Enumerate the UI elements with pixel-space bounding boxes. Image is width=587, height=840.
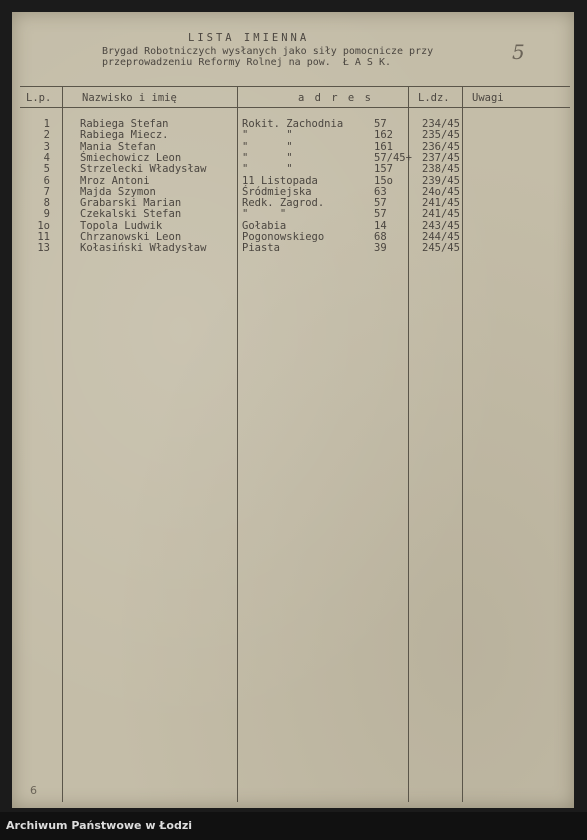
row-lp: 2 [43,129,50,142]
column-divider-ldz [462,86,463,802]
row-lp: 5 [43,163,50,176]
row-ldz: 238/45 [422,163,460,176]
row-name: Śmiechowicz Leon [80,151,182,164]
row-street: Redk. Zagrod. [242,197,325,210]
row-house-number: 57 [374,118,387,130]
row-name: Czekalski Stefan [80,208,182,221]
row-name: Strzelecki Władysław [80,163,207,176]
row-house-number: 162 [374,129,393,142]
table-header-rule [20,107,570,108]
table-top-rule [20,86,570,87]
document-subtitle-line-2: przeprowadzeniu Reformy Rolnej na pow. Ł A S K. [102,57,391,68]
row-name: Chrzanowski Leon [80,231,182,243]
header-remarks: Uwagi [472,92,504,104]
header-name: Nazwisko i imię [82,92,177,104]
row-lp: 1o [37,219,50,232]
row-lp: 4 [43,151,50,164]
row-street: " " [242,163,293,176]
row-lp: 6 [43,174,50,187]
row-ldz: 24o/45 [422,185,460,198]
row-ldz: 243/45 [422,219,460,232]
row-house-number: 157 [374,163,393,176]
row-street: " " [242,151,293,164]
document-page [12,12,574,808]
row-house-number: 15o [374,174,393,187]
row-street: " " [242,140,293,153]
row-ldz: 239/45 [422,174,460,187]
header-ldz: L.dz. [418,92,450,104]
header-address: a d r e s [298,92,373,104]
row-name: Grabarski Marian [80,197,182,210]
row-ldz: 237/45 [422,151,460,164]
row-ldz: 245/45 [422,242,460,255]
row-house-number: 39 [374,242,387,255]
document-subtitle-line-1: Brygad Robotniczych wysłanych jako siły pomocnicze przy [102,46,434,57]
row-name: Majda Szymon [80,185,156,198]
row-name: Mania Stefan [80,140,156,153]
row-house-number: 57/45+ [374,151,412,164]
row-ldz: 235/45 [422,129,460,142]
row-lp: 8 [43,197,50,210]
row-name: Rabiega Stefan [80,118,169,130]
row-lp: 9 [43,208,50,221]
row-street: " " [242,208,287,221]
row-street: Piasta [242,242,280,255]
page-number: 6 [30,784,37,797]
row-house-number: 57 [374,197,387,210]
column-divider-name [237,86,238,802]
row-street: 11 Listopada [242,174,318,187]
row-house-number: 14 [374,219,387,232]
row-lp: 3 [43,140,50,153]
row-ldz: 244/45 [422,231,460,243]
row-ldz: 234/45 [422,118,460,130]
row-house-number: 68 [374,231,387,243]
column-divider-address [408,86,409,802]
row-street: Rokit. Zachodnia [242,118,344,130]
row-ldz: 241/45 [422,208,460,221]
row-lp: 11 [37,231,50,243]
row-ldz: 241/45 [422,197,460,210]
row-house-number: 57 [374,208,387,221]
row-name: Kołasiński Władysław [80,242,207,255]
row-ldz: 236/45 [422,140,460,153]
row-lp: 1 [43,118,50,130]
document-title: LISTA IMIENNA [188,32,310,44]
row-lp: 13 [37,242,50,255]
row-street: Śródmiejska [242,185,312,198]
row-house-number: 63 [374,185,387,198]
archive-footer: Archiwum Państwowe w Łodzi [0,812,587,840]
handwritten-sheet-number: 5 [512,40,525,64]
row-name: Rabiega Miecz. [80,129,169,142]
row-house-number: 161 [374,140,393,153]
row-name: Topola Ludwik [80,219,163,232]
row-street: " " [242,129,293,142]
column-divider-lp [62,86,63,802]
row-lp: 7 [43,185,50,198]
header-lp: L.p. [26,92,52,104]
row-street: Pogonowskiego [242,231,325,243]
row-street: Gołabia [242,219,287,232]
row-name: Mroz Antoni [80,174,150,187]
